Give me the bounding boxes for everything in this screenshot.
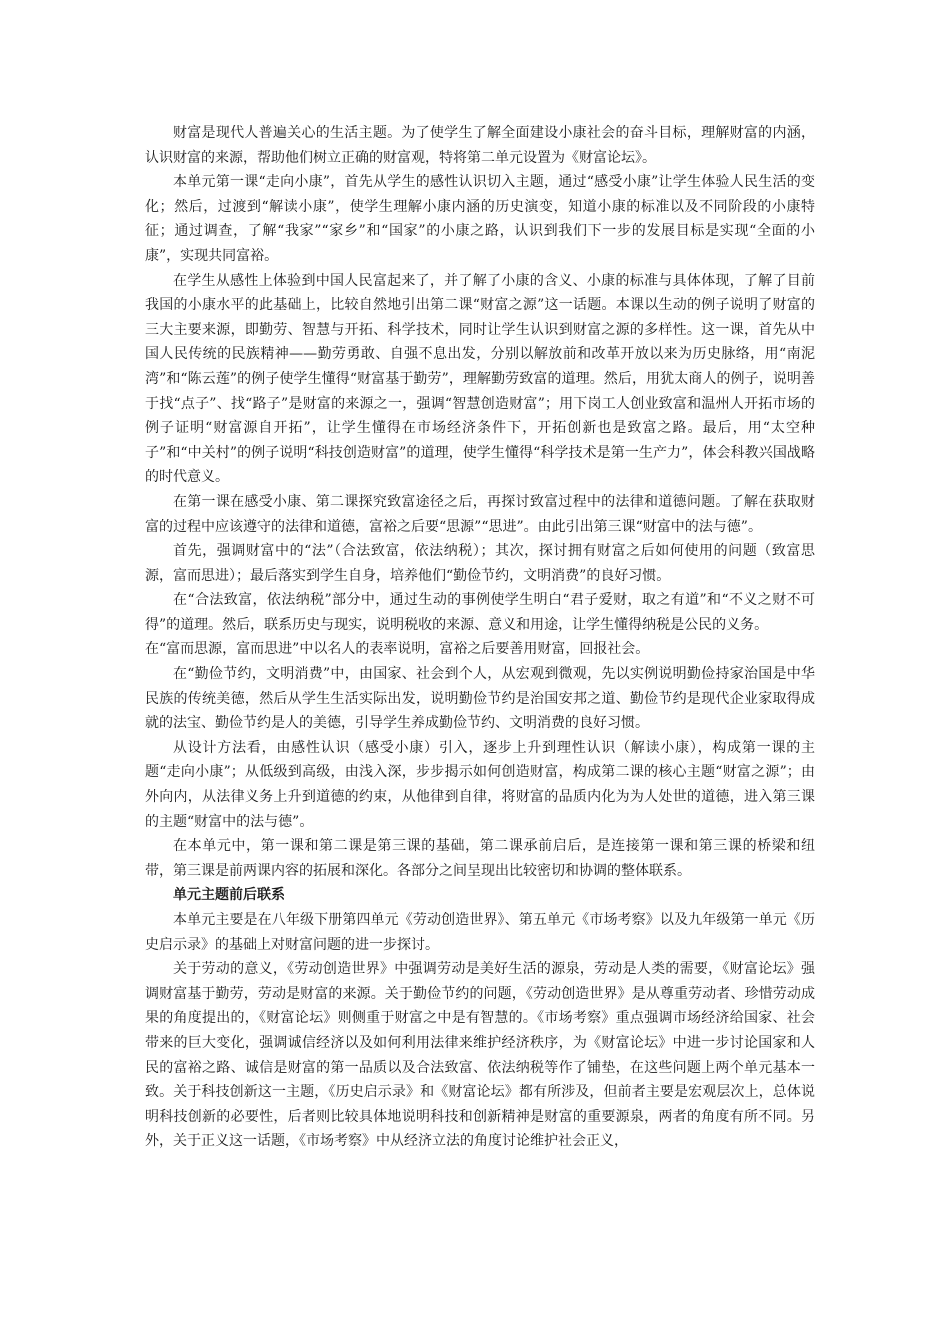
section-heading: 单元主题前后联系 [173, 887, 285, 904]
paragraph-lesson-two: 在学生从感性上体验到中国人民富起来了，并了解了小康的含义、小康的标准与具体体现，了解了目前我国的小康水平的此基础上，比较自然地引出第二课“财富之源”这一话题。本课以生动的例子说明了财富的三大主要来源，即勤劳、智慧与开拓、科学技术，同时让学生认识到财富之源的多样性。这一课，首先从中国人民传统的民族精神——勤劳勇敢、自强不息出发，分别以解放前和改革开放以来为历史脉络，用“南泥湾”和“陈云莲”的例子使学生懂得“财富基于勤劳”，理解勤劳致富的道理。然后，用犹太商人的例子，说明善于找“点子”、找“路子”是财富的来源之一，强调“智慧创造财富”；用下岗工人创业致富和温州人开拓市场的例子证明“财富源自开拓”，让学生懂得在市场经济条件下，开拓创新也是致富之路。最后，用“太空种子”和“中关村”的例子说明“科技创造财富”的道理，使学生懂得“科学技术是第一生产力”，体会科教兴国战略的时代意义。 [145, 272, 815, 486]
paragraph-unit-basis: 本单元主要是在八年级下册第四单元《劳动创造世界》、第五单元《市场考察》以及九年级第一单元《历史启示录》的基础上对财富问题的进一步探讨。 [145, 912, 815, 953]
paragraph-frugality: 在“勤俭节约，文明消费”中，由国家、社会到个人，从宏观到微观，先以实例说明勤俭持家治国是中华民族的传统美德，然后从学生生活实际出发，说明勤俭节约是治国安邦之道、勤俭节约是现代企业家取得成就的法宝、勤俭节约是人的美德，引导学生养成勤俭节约、文明消费的良好习惯。 [145, 666, 815, 732]
paragraph-lesson-three: 在第一课在感受小康、第二课探究致富途径之后，再探讨致富过程中的法律和道德问题。了解在获取财富的过程中应该遵守的法律和道德，富裕之后要“思源”“思进”。由此引出第三课“财富中的法与德”。 [145, 493, 815, 535]
document-page [145, 121, 815, 1154]
paragraph-law-first: 首先，强调财富中的“法”（合法致富，依法纳税）；其次，探讨拥有财富之后如何使用的问题（致富思源，富而思进）；最后落实到学生自身，培养他们“勤俭节约，文明消费”的良好习惯。 [145, 543, 815, 584]
paragraph-unit-relations: 关于劳动的意义，《劳动创造世界》中强调劳动是美好生活的源泉，劳动是人类的需要，《财富论坛》强调财富基于勤劳，劳动是财富的来源。关于勤俭节约的问题，《劳动创造世界》是从尊重劳动者、珍惜劳动成果的角度提出的，《财富论坛》则侧重于财富之中是有智慧的。《市场考察》重点强调市场经济给国家、社会带来的巨大变化，强调诚信经济以及如何利用法律来维护经济秩序，为《财富论坛》中进一步讨论国家和人民的富裕之路、诚信是财富的第一品质以及合法致富、依法纳税等作了铺垫，在这些问题上两个单元基本一致。关于科技创新这一主题，《历史启示录》和《财富论坛》都有所涉及，但前者主要是宏观层次上，总体说明科技创新的必要性，后者则比较具体地说明科技和创新精神是财富的重要源泉，两者的角度有所不同。另外，关于正义这一话题，《市场考察》中从经济立法的角度讨论维护社会正义， [145, 961, 815, 1150]
paragraph-lesson-one: 本单元第一课“走向小康”，首先从学生的感性认识切入主题，通过“感受小康”让学生体验人民生活的变化；然后，过渡到“解读小康”，使学生理解小康内涵的历史演变，知道小康的标准以及不同阶段的小康特征；通过调查，了解“我家”“家乡”和“国家”的小康之路，认识到我们下一步的发展目标是实现“全面的小康”，实现共同富裕。 [145, 174, 815, 264]
paragraph-intro: 财富是现代人普遍关心的生活主题。为了使学生了解全面建设小康社会的奋斗目标，理解财富的内涵，认识财富的来源，帮助他们树立正确的财富观，特将第二单元设置为《财富论坛》。 [145, 125, 815, 166]
paragraph-think-source: 在“富而思源，富而思进”中以名人的表率说明，富裕之后要善用财富，回报社会。 [145, 641, 650, 658]
paragraph-structure: 在本单元中，第一课和第二课是第三课的基础，第二课承前启后，是连接第一课和第三课的桥梁和纽带，第三课是前两课内容的拓展和深化。各部分之间呈现出比较密切和协调的整体联系。 [145, 838, 815, 879]
paragraph-design-method: 从设计方法看，由感性认识（感受小康）引入，逐步上升到理性认识（解读小康），构成第一课的主题“走向小康”；从低级到高级，由浅入深，步步揭示如何创造财富，构成第二课的核心主题“财富之源”；由外向内，从法律义务上升到道德的约束，从他律到自律，将财富的品质内化为为人处世的道德，进入第三课的主题“财富中的法与德”。 [145, 739, 815, 830]
paragraph-legal-wealth: 在“合法致富，依法纳税”部分中，通过生动的事例使学生明白“君子爱财，取之有道”和“不义之财不可得”的道理。然后，联系历史与现实，说明税收的来源、意义和用途，让学生懂得纳税是公民的义务。 [145, 592, 815, 633]
